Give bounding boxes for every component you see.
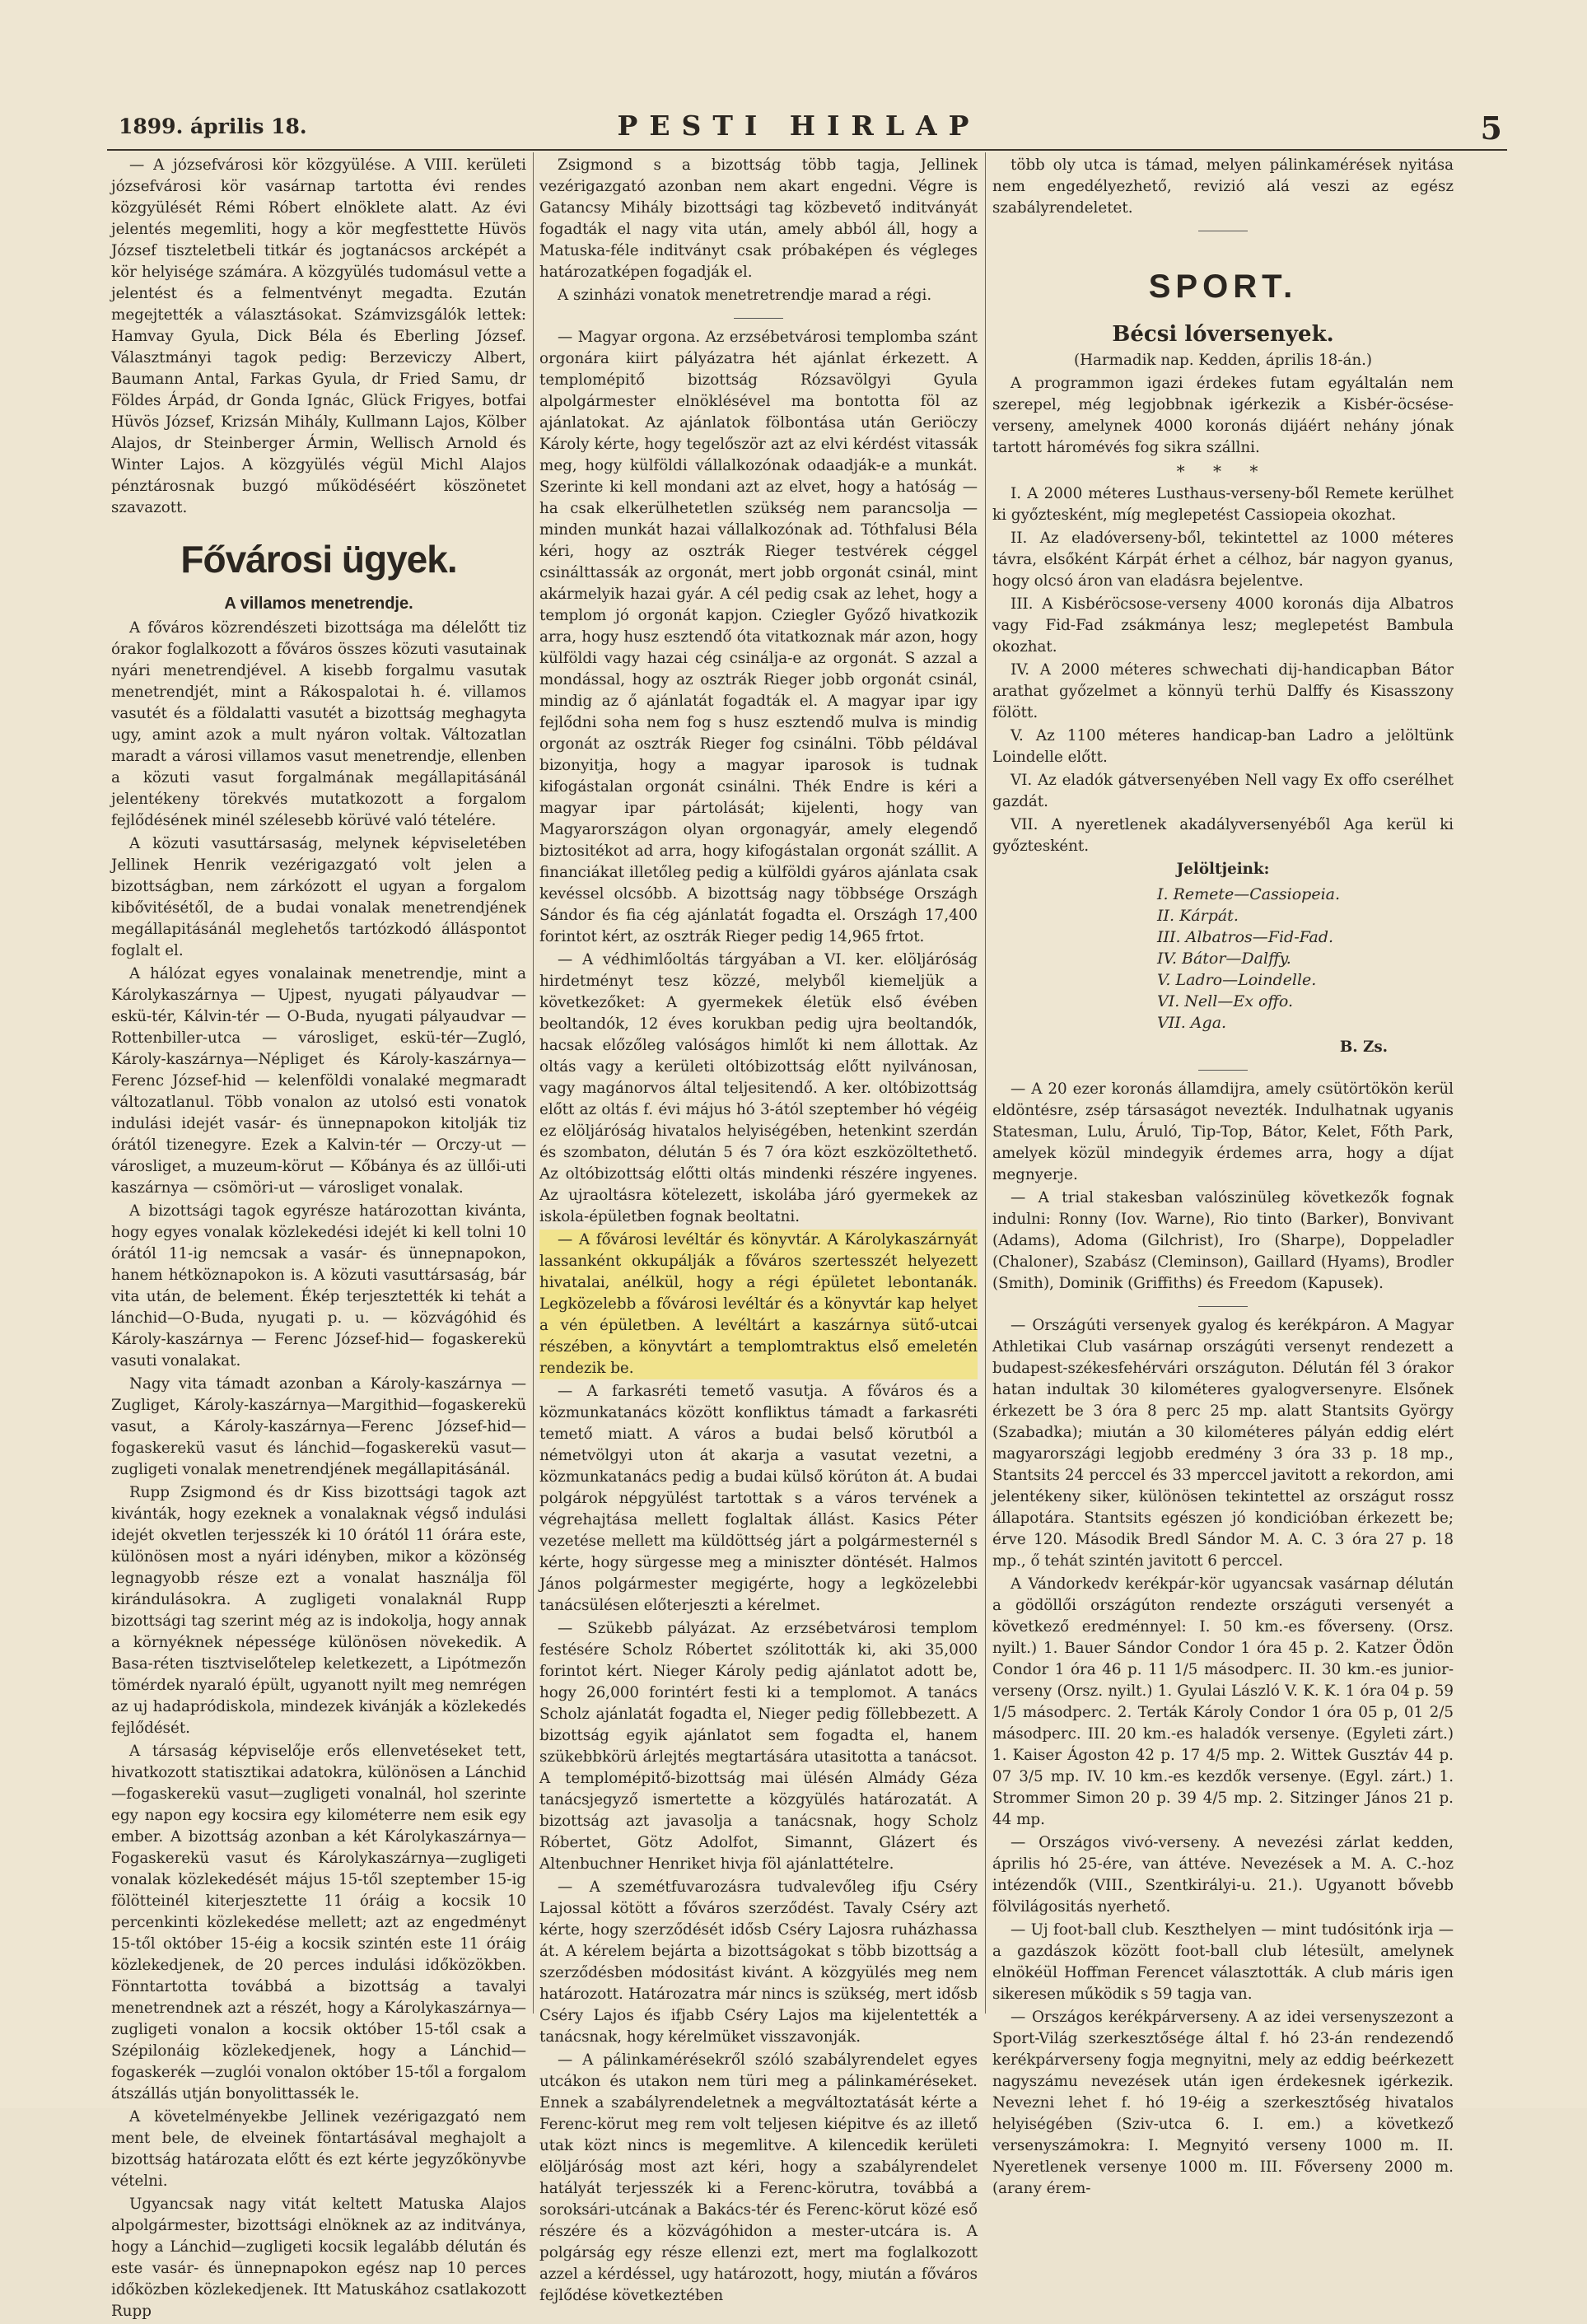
paragraph: A hálózat egyes vonalainak menetrendje, mint a Károlykaszárnya — Ujpest, nyugati pályaudvar — eskü-tér, Kálvin-tér — O-Buda, nyugati pályaudvar — Rottenbiller-utca — városliget, eskü-tér—Zugló, Károly-kaszárnya—Népliget és Károly-kaszárnya—Ferenc József-hid — kelenföldi vonalaké megmaradt változatlanul. Több vonalon az utolsó esti vonatok indulási idejét vasár- és ünnepnapokon kitolják tiz órától tizenegyre. Ezek a Kalvin-tér — Orczy-ut — városliget, a muzeum-körut — Kőbánya és az üllői-uti kaszárnya — csömöri-ut — városliget vonalak.: [111, 965, 526, 1197]
race-tip: III. A Kisbéröcsose-verseny 4000 koronás dija Albatros vagy Fid-Fad zsákmánya lesz; meglepetést Bambula okozhat.: [992, 595, 1454, 656]
masthead: [107, 111, 1507, 151]
paragraph: A bizottsági tagok egyrésze határozottan kivánta, hogy egyes vonalak közlekedési idejét ki kell tolni 10 órától 11-ig nemcsak a vasár- és ünnepnapokon, hanem hétköznapokon is. A közuti vasuttársaság, bár vita után, de belement. Ékép terjesztették ki tehát a lánchid—O-Buda, nyugati p. u. — közvágóhid és Károly-kaszárnya — Ferenc József-hid— fogaskerekü vasuti vonalakat.: [111, 1202, 526, 1370]
newspaper-title: PESTI HIRLAP: [617, 110, 981, 142]
paragraph: A programmon igazi érdekes futam egyáltalán nem szerepel, még legjobbnak igérkezik a Kisbér-öcsése-verseny, amelynek 4000 koronás dijáért nehány jónak tartott háromévés fog sikra szállni.: [992, 375, 1454, 456]
divider: [734, 318, 783, 319]
author-signature: B. Zs.: [1339, 1038, 1388, 1056]
race-tip: II. Az eladóverseny-ből, tekintettel az 1000 méteres távra, elsőként Kárpát érhet a célhoz, bár nagyon gyanus, hogy olcsó áron van eladásra bejelentve.: [992, 530, 1454, 590]
column-3: [992, 155, 1454, 2201]
candidate-line: VI. Nell—Ex offo.: [1157, 992, 1293, 1010]
article-football-club: — Uj foot-ball club. Keszthelyen — mint tudósitónk irja — a gazdászok között foot-ball club létesült, amelynek elnökéül Hoffman Ferencet választották. A club máris igen sikeresen működik s 59 tagja van.: [992, 1921, 1454, 2003]
paragraph: Ugyancsak nagy vitát keltett Matuska Alajos alpolgármester, bizottsági elnöknek az az inditványa, hogy a Lánchid—zugligeti kocsik legalább délután és este vasár- és ünnepnapokon egész nap 10 perces időközben közlekedjenek. Itt Matuskához csatlakozott Rupp: [111, 2196, 526, 2320]
candidates-heading: Jelöltjeink:: [1176, 861, 1270, 878]
section-heading: Fővárosi ügyek.: [180, 538, 457, 581]
article-vedhimlooltas: — A védhimlőoltás tárgyában a VI. ker. elöljáróság hirdetményt tesz közzé, melyből kiemeljük a következőket: A gyermekek életük első évében beoltandók, 12 éves korukban pedig ujra beoltandók, hacsak előzőleg valóságos himlőt ki nem állottak. Az oltás vagy a kerületi oltóbizottság előtt nyilvánosan, vagy magánorvos által teljesitendő. A ker. oltóbizottság előtt az oltás f. évi május hó 3-ától szeptember hó végéig ez elöljáróság hivatalos helyiségében, hetenkint szerdán és szombaton, délután 5 és 7 óra közt eszközöltethető. Az oltóbizottság előtti oltás mindenki részére ingyenes. Az ujraoltásra kötelezett, iskolába járó gyermekek az iskola-épületben fognak beoltatni.: [539, 951, 978, 1225]
article-szukebb-palyazat: — Szükebb pályázat. Az erzsébetvárosi templom festésére Scholz Róbertet szólitották ki, aki 35,000 forintot kért. Nieger Károly pedig ajánlatot adott be, hogy 26,000 forintért festi ki a templomot. A tanács Scholz ajánlatát fogadta el, Nieger pedig föllebbezett. A bizottság egyik ajánlatot sem fogadta el, hanem szükebbkörü árlejtés megtartására utasitotta a tanácsot. A templomépitő-bizottság mai ülésén Almády Géza tanácsjegyző ismertette a közgyülés határozatát. A bizottság azt javasolja a tanácsnak, hogy Scholz Róbertet, Götz Adolfot, Simannt, Glázert és Altenbuchner Henriket hivja föl ajánlattételre.: [539, 1620, 978, 1873]
column-rule: [533, 152, 534, 2014]
paragraph: A szinházi vonatok menetretrendje marad a régi.: [558, 287, 932, 304]
article-palinkameresek: — A pálinkamérésekről szóló szabályrendelet egyes utcákon és utakon nem türi meg a pálinkaméréseket. Ennek a szabályrendeletnek a megváltoztatását kérte a Ferenc-körut meg rem volt teljesen kiépitve és az illető utak közt nincs is megemlitve. A kilencedik kerületi elöljáróság most azt kéri, hogy a szabályrendelet hatályát terjesszék ki a Ferenc-körutra, továbbá a soroksári-utcának a Bakács-tér és Ferenc-körut közé eső részére és a közvágóhidon a mester-utcára is. A polgárság egy része ellenzi ezt, mert ma foglalkozott azzel a kérdéssel, ugy határozott, hogy, miután a főváros fejlődése következtében: [539, 2051, 978, 2304]
article-szemetfuvarozas: — A szemétfuvarozásra tudvalevőleg ifju Cséry Lajossal kötött a főváros szerződést. Tavaly Cséry azt kérte, hogy szerződését idősb Cséry Lajosra ruházhassa át. A kérelem bejárta a bizottságokat s több bizottság a szerződésben módositást kivánt. A közgyülés meg nem határozott. Határozatra már nincs is szükség, mert idősb Cséry Lajos és ifjabb Cséry Lajos ma kijelentették a tanácsnak, hogy kérelmüket visszavonják.: [539, 1878, 978, 2046]
races-heading: Bécsi lóversenyek.: [1112, 322, 1334, 347]
article-leveltar-konyvtar: — A fővárosi levéltár és könyvtár. A Károlykaszárnyát lassanként okkupálják a főváros szertesszét helyezett hivatalai, anélkül, hogy a régi épületet lebontanák. Legközelebb a fővárosi levéltár és a könyvtár kap helyet a vén épületben. A levéltárt a kaszárnya sütő-utcai részében, a könyvtárt a templomtraktus első emeletén rendezik be.: [539, 1230, 978, 1379]
races-subheading: (Harmadik nap. Kedden, április 18-án.): [1073, 352, 1373, 369]
section-stars: * * *: [1176, 461, 1270, 481]
column-1: [111, 155, 526, 2324]
article-heading: A villamos menetrendje.: [224, 595, 413, 613]
race-tip: I. A 2000 méteres Lusthaus-verseny-ből Remete kerülhet ki győztesként, míg meglepetést Cassiopeia okozhat.: [992, 485, 1454, 524]
race-tip: IV. A 2000 méteres schwechati dij-handicapban Bátor arathat győzelmet a könnyü terhü Dalffy és Kisasszony fölött.: [992, 661, 1454, 721]
paragraph: Rupp Zsigmond és dr Kiss bizottsági tagok azt kivánták, hogy ezeknek a vonalaknak végső indulási idejét okvetlen terjesszék ki 10 órától 11 órára este, különösen most a nyári idényben, mikor a közönség legnagyobb része ezt a vonalat használja föl kirándulásokra. A zugligeti vonalaknál Rupp bizottsági tag szerint még az is indokolja, hogy annak a környéknek népessége különösen növekedik. A Basa-réten tisztviselőtelep keletkezett, a Lipótmezőn tömérdek nyaraló épült, ugyanott nyilt meg nemrégen az uj hadapródiskola, mindezek kivánják a közlekedés fejlődését.: [111, 1484, 526, 1737]
candidate-line: IV. Bátor—Dalffy.: [1157, 950, 1291, 968]
paragraph: Zsigmond s a bizottság több tagja, Jellinek vezérigazgató azonban nem akart engedni. Végre is Gatancsy Mihály bizottsági tag közbevető inditványát fogadták el nagy vita után, amely abból áll, hogy a Matuska-féle inditványt csak próbaképen és végleges határozatképen fogadják el.: [539, 156, 978, 281]
article-magyar-orgona: — Magyar orgona. Az erzsébetvárosi templomba szánt orgonára kiirt pályázatra hét ajánlat érkezett. A templomépitő bizottság Rózsavölgyi Gyula alpolgármester elnöklésével ma bontotta föl az ajánlatokat. Az ajánlatok fölbontása után Geriöczy Károly kérte, hogy tegelőször azt az elvi kérdést vitassák meg, hogy külföldi vállalkozónak odaadják-e a munkát. Szerinte ki kell mondani azt az elvet, hogy a hatóság — ha csak elkerülhetetlen szükség nem parancsolja — minden munkát hazai vállalkozónak ad. Tóthfalusi Béla kéri, hogy az osztrák Rieger testvérek céggel csinálttassák az orgonát, mert jobb orgonát csinál, mint akármelyik hazai gyár. A cél pedig csak az lehet, hogy a templom jó orgonát kapjon. Cziegler Győző hivatkozik arra, hogy husz esztendő óta vitatkoznak már azon, hogy külföldi vagy hazai cég csinálja-e az orgonát. S azzal a mondással, hogy az osztrák Rieger jobb orgonát csinál, mindig az ő ajánlatát fogadták el. A magyar ipar igy fejlődni soha nem fog s husz esztendő mulva is mindig orgonát az osztrák Rieger fog csinálni. Több példával bizonyitja, hogy a magyar iparosok is tudnak kifogástalan orgonát csinálni. Thék Endre is kéri a magyar ipar pártolását; kijelenti, hogy van Magyarországon olyan orgonagyár, amely elegendő biztositékot ad arra, hogy kifogástalan orgonát szállit. A financiákat illetőleg pedig a külföldi gyáros ajánlata csak kevéssel olcsóbb. A bizottság nagy többsége Országh Sándor és fia cég ajánlatát fogadta el. Országh 17,400 forintot kért, az osztrák Rieger pedig 14,965 frtot.: [539, 329, 978, 945]
divider: [1198, 1070, 1248, 1071]
candidate-line: III. Albatros—Fid-Fad.: [1157, 928, 1334, 946]
issue-date: 1899. április 18.: [119, 114, 307, 138]
column-rule: [985, 152, 986, 2014]
paragraph: A követelményekbe Jellinek vezérigazgató nem ment bele, de elveinek föntartásával meghajolt a bizottság határozata előtt és ezt kérte jegyzőkönyvbe vételni.: [111, 2108, 526, 2190]
article-orszaguti-versenyek: — Országúti versenyek gyalog és kerékpáron. A Magyar Athletikai Club vasárnap országúti versenyt rendezett a budapest-székesfehérvári országuton. Délután fél 3 órakor hatan indultak 30 kilométeres gyalogversenyre. Elsőnek érkezett be 3 óra 8 perc 25 mp. alatt Stantsits György (Szabadka); miután a 30 kilométeres pályán eddig elért magyarországi legjobb eredmény 3 óra 33 p. 18 mp., Stantsits 24 perccel és 33 mperccel javitott a rekordon, ami jelentékeny siker, különösen tekintettel az országut rossz állapotára. Stantsits egészen jó kondicióban érkezett be; érve 120. Második Bredl Sándor M. A. C. 3 óra 27 p. 18 mp., ő tehát szintén javitott 6 perccel.: [992, 1317, 1454, 1570]
article-allamdij: — A 20 ezer koronás államdijra, amely csütörtökön kerül eldöntésre, zsép társaságot nevezték. Indulhatnak ugyanis Statesman, Lulu, Áruló, Tip-Top, Bátor, Kelet, Főth Park, amelyek közül mindegyik érdemes arra, hogy a díjat megnyerje.: [992, 1080, 1454, 1183]
article-kerekparverseny: — Országos kerékpárverseny. A az idei versenyszezont a Sport-Világ szerkesztősége által f. hó 23-án rendezendő kerékpárverseny fogja megnyitni, mely az eddig beérkezett nagyszámu nevezések után igen érdekesnek igérkezik. Nevezni lehet f. hó 19-éig a szerkesztőség hivatalos helyiségében (Sziv-utca 6. I. em.) a következő versenyszámokra: I. Megnyitó verseny 1000 m. II. Nyeretlenek versenye 1000 m. III. Főverseny 2000 m. (arany érem-: [992, 2009, 1454, 2197]
article-farkasreti-temeto: — A farkasréti temető vasutja. A főváros és a közmunkatanács között konfliktus támadt a farkasréti temető miatt. A város a budai belső körutból a németvölgyi uton át akarja a vasutat vezetni, a közmunkatanács pedig a budai külső körúton át. A budai polgárok népgyülést tartottak s a város tervének a végrehajtása mellett foglaltak állást. Kasics Péter vezetése mellett ma küldöttség járt a polgármesternél s kérte, hogy sürgesse meg a miniszter döntését. Halmos János polgármester megigérte, hogy a legközelebbi tanácsülésen előterjeszti a kérelmet.: [539, 1383, 978, 1614]
candidate-line: I. Remete—Cassiopeia.: [1157, 885, 1341, 903]
paragraph: több oly utca is támad, melyen pálinkamérések nyitása nem engedélyezhető, revizió alá veszi az egész szabályrendeletet.: [992, 156, 1454, 217]
candidate-line: II. Kárpát.: [1157, 907, 1239, 925]
column-2: [539, 155, 978, 2308]
paragraph: A Vándorkedv kerékpár-kör ugyancsak vasárnap délután a gödöllői országúton rendezte országuti versenyét a következő eredménnyel: I. 50 km.-es főverseny. (Orsz. nyilt.) 1. Bauer Sándor Condor 1 óra 45 p. 2. Katzer Ödön Condor 1 óra 46 p. 11 1/5 másodperc. II. 30 km.-es junior-verseny (Orsz. nyilt.) 1. Gyulai László V. K. K. 1 óra 04 p. 59 1/5 másodperc. 2. Terták Károly Condor 1 óra 05 p, 01 2/5 másodperc. III. 20 km.-es haladók versenye. (Egyleti zárt.) 1. Kaiser Ágoston 42 p. 17 4/5 mp. 2. Wittek Gusztáv 44 p. 07 3/5 mp. IV. 10 km.-es kezdők versenye. (Egyl. zárt.) 1. Strommer Simon 20 p. 39 4/5 mp. 2. Sitzinger János 21 p. 44 mp.: [992, 1575, 1454, 1828]
paragraph: A főváros közrendészeti bizottsága ma délelőtt tiz órakor foglalkozott a főváros összes közuti vasutainak nyári menetrendjével. A kisebb forgalmu vasutak menetrendjét, mint a Rákospalotai h. é. villamos vasutét és a földalatti vasutét a bizottság meghagyta ugy, amint azok a mult nyáron voltak. Változatlan maradt a városi villamos vasut menetrendje, ellenben a közuti vasut forgalmának megállapitásánál jelentékeny törekvés mutatkozott a forgalom fejlődésének minél szélesebb körüvé való tételére.: [111, 619, 526, 829]
candidate-line: V. Ladro—Loindelle.: [1157, 971, 1317, 989]
candidates-list: [1157, 884, 1454, 1034]
race-tip: V. Az 1100 méteres handicap-ban Ladro a jelöltünk Loindelle előtt.: [992, 727, 1454, 766]
article-vivoverseny: — Országos vivó-verseny. A nevezési zárlat kedden, április hó 25-ére, van áttéve. Nevezések a M. A. C.-hoz intézendők (VIII., Szentkirályi-u. 21.). Ugyanott bővebb fölvilágositás nyerhető.: [992, 1834, 1454, 1916]
sport-heading: SPORT.: [1148, 268, 1298, 305]
article-jozsefvarosi-kor: — A józsefvárosi kör közgyülése. A VIII. kerületi józsefvárosi kör vasárnap tartotta évi rendes közgyülését Rémi Róbert elnöklete alatt. Az évi jelentés megemliti, hogy a kör megfesttette Hüvös József tiszteletbeli titkár és jogtanácsos arcképét a kör helyisége számára. A közgyülés tudomásul vette a jelentést és a felmentvényt megadta. Ezután megejtették a választásokat. Számvizsgálók lettek: Hamvay Gyula, Dick Béla és Eberling József. Választmányi tagok pedig: Berzeviczy Albert, Baumann Antal, Farkas Gyula, dr Fried Samu, dr Földes Árpád, dr Gonda Ignác, Glück Frigyes, botfai Hüvös József, Krizsán Mihály, Kullmann Lajos, Kölber Alajos, dr Steinberger Ármin, Wellisch Arnold és Winter Lajos. A közgyülés végül Michl Alajos pénztárosnak buzgó működéséért köszönetet szavazott.: [111, 156, 526, 516]
page-number: 5: [1480, 110, 1502, 147]
paragraph: Nagy vita támadt azonban a Károly-kaszárnya —Zugliget, Károly-kaszárnya—Margithid—fogaskerekü vasut, a Károly-kaszárnya—Ferenc József-hid—fogaskerekü vasut és lánchid—fogaskerekü vasut—zugligeti vonalak menetrendjének megállapitásánál.: [111, 1375, 526, 1478]
divider: [1198, 1306, 1248, 1307]
race-tip: VI. Az eladók gátversenyében Nell vagy Ex offo cserélhet gazdát.: [992, 772, 1454, 810]
race-tip: VII. A nyeretlenek akadályversenyéből Aga kerül ki győztesként.: [992, 816, 1454, 855]
article-trial-stakes: — A trial stakesban valószinüleg következők fognak indulni: Ronny (Iov. Warne), Rio tinto (Barker), Bonvivant (Adams), Adoma (Gilchrist), Iro (Sharpe), Doppeladler (Chaloner), Szabász (Cleminson), Gaillard (Hyams), Brodler (Smith), Dominik (Griffiths) és Freedom (Kapusek).: [992, 1189, 1454, 1292]
candidate-line: VII. Aga.: [1157, 1014, 1227, 1032]
paragraph: A közuti vasuttársaság, melynek képviseletében Jellinek Henrik vezérigazgató volt jelen a bizottságban, nem zárkózott el ugyan a forgalom kibővitésétől, de a budai vonalak menetrendjének megállapitásánál meglehetős tartózkodó álláspontot foglalt el.: [111, 835, 526, 959]
paragraph: A társaság képviselője erős ellenvetéseket tett, hivatkozott statisztikai adatokra, különösen a Lánchid—fogaskerekü vasut—zugligeti vonalnál, hol szerinte egy napon egy kocsira egy kilométerre nem esik egy ember. A bizottság azonban a két Károlykaszárnya—Fogaskerekü vasut és Károlykaszárnya—zugligeti vonalak közlekedését május 15-től szeptember 15-ig fölötteinél kiterjesztette 11 óráig a kocsik 10 percenkinti közlekedése mellett; azt az engedményt 15-től október 15-éig a kocsik szintén este 11 óráig közlekedjenek, de 20 perces indulási időközökben. Fönntartotta továbbá a bizottság a tavalyi menetrendnek azt a részét, hogy a Károlykaszárnya—zugligeti vonalon a kocsik október 15-től csak a Szépilonáig közlekedjenek, hogy a Lánchid—fogaskerék —zuglói vonalon október 15-től a forgalom átszállás utján bonyolittassék le.: [111, 1743, 526, 2102]
